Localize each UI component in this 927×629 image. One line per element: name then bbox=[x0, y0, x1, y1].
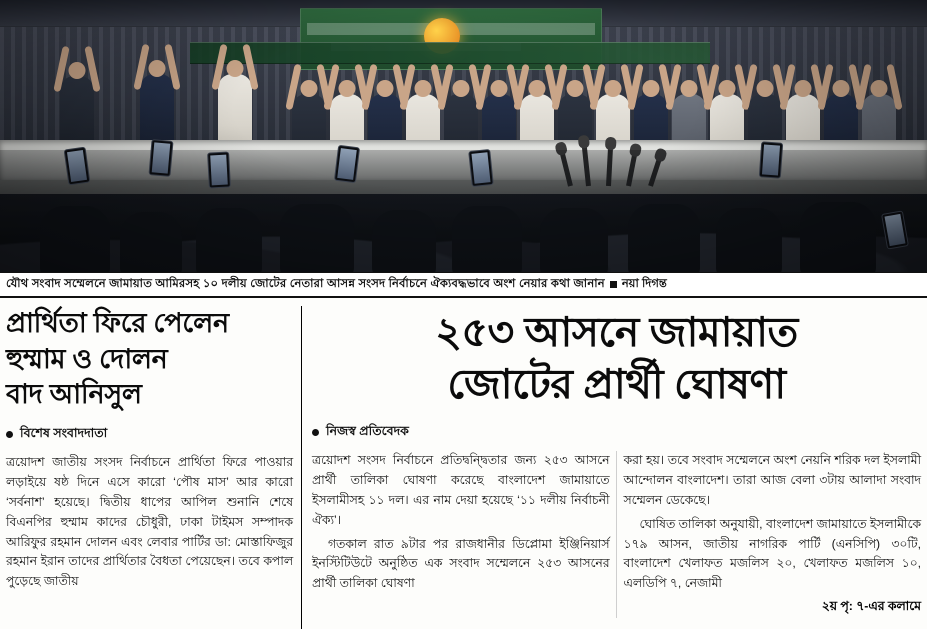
lead-photo bbox=[0, 0, 927, 272]
person-head-icon bbox=[567, 80, 584, 97]
person-head-icon bbox=[719, 80, 736, 97]
audience-head bbox=[628, 204, 700, 272]
person-head-icon bbox=[681, 80, 698, 97]
main-byline bbox=[312, 423, 921, 443]
person-head-icon bbox=[795, 80, 812, 97]
audience-head bbox=[452, 206, 522, 272]
main-headline-line-2: জোটের প্রার্থী ঘোষণা bbox=[447, 361, 786, 408]
person-head-icon bbox=[529, 80, 546, 97]
bullet-icon bbox=[6, 431, 13, 438]
secondary-byline-text: বিশেষ সংবাদদাতা bbox=[20, 425, 108, 440]
main-paragraph: করা হয়। তবে সংবাদ সম্মেলনে অংশ নেয়নি শরিক দল ইসলামী আন্দোলন বাংলাদেশ। তারা আজ বেলা ৩টায় আলাদা সংবাদ সম্মেলন ডেকেছে। bbox=[623, 452, 921, 507]
article-area bbox=[0, 298, 927, 629]
person-head-icon bbox=[69, 62, 86, 79]
audience-head bbox=[120, 212, 182, 272]
main-story-columns bbox=[312, 451, 921, 618]
person-head-icon bbox=[149, 60, 166, 77]
secondary-headline bbox=[6, 306, 293, 413]
main-paragraph: ত্রয়োদশ সংসদ নির্বাচনে প্রতিদ্বন্দ্বিতার জন্য ২৫৩ আসনে প্রার্থী তালিকা ঘোষণা করেছে বাংলাদেশ জামায়াতে ইসলামীসহ ১১ দল। এর নাম দেয়া হয়েছে ‘১১ দলীয় নির্বাচনী ঐক্য’। bbox=[312, 452, 610, 527]
main-headline-line-1: ২৫৩ আসনে জামায়াত bbox=[435, 309, 798, 355]
audience-head bbox=[540, 208, 608, 272]
bullet-icon bbox=[312, 429, 319, 436]
secondary-headline-line-2: হুম্মাম ও দোলন bbox=[6, 343, 168, 374]
audience-head bbox=[716, 208, 782, 272]
person-head-icon bbox=[833, 80, 850, 97]
person-head-icon bbox=[453, 80, 470, 97]
audience-head bbox=[280, 204, 354, 272]
main-paragraph: গতকাল রাত ৯টার পর রাজধানীর ডিপ্লোমা ইঞ্জিনিয়ার্স ইনস্টিটিউটে অনুষ্ঠিত এক সংবাদ সম্মেলনে ২৫৩ আসনের প্রার্থী তালিকা ঘোষণা bbox=[312, 536, 610, 591]
secondary-byline bbox=[6, 425, 293, 445]
person-head-icon bbox=[871, 80, 888, 97]
main-story bbox=[302, 306, 921, 629]
secondary-paragraph: ত্রয়োদশ জাতীয় সংসদ নির্বাচনে প্রার্থিতা ফিরে পাওয়ার লড়াইয়ে ষষ্ঠ দিনে এসে কারো ‘পৌষ মাস’ আর কারো ‘সর্বনাশ’ হয়েছে। দ্বিতীয় ধাপের আপিল শুনানি শেষে বিএনপির হুম্মাম কাদের চৌধুরী, ঢাকা টাইমস সম্পাদক আরিফুর রহমান দোলন এবং লেবার পার্টির ডা: মোস্তাফিজুর রহমান ইরান তাদের প্রার্থিতার বৈধতা পেয়েছেন। তবে কপাল পুড়েছে জাতীয় bbox=[6, 454, 293, 589]
person-head-icon bbox=[377, 80, 394, 97]
person-head-icon bbox=[339, 80, 356, 97]
person-head-icon bbox=[415, 80, 432, 97]
photo-caption-text: যৌথ সংবাদ সম্মেলনে জামায়াত আমিরসহ ১০ দলীয় জোটের নেতারা আসন্ন সংসদ নির্বাচনে ঐক্যবদ্ধভাবে অংশ নেয়ার কথা জানান bbox=[6, 278, 605, 290]
main-headline bbox=[312, 306, 921, 411]
person-head-icon bbox=[643, 80, 660, 97]
audience-head bbox=[372, 210, 436, 272]
person-head-icon bbox=[605, 80, 622, 97]
secondary-story bbox=[6, 306, 302, 629]
secondary-headline-line-1: প্রার্থিতা ফিরে পেলেন bbox=[6, 308, 229, 338]
main-paragraph: ঘোষিত তালিকা অনুযায়ী, বাংলাদেশ জামায়াতে ইসলামীকে ১৭৯ আসন, জাতীয় নাগরিক পার্টি (এনসিপি) ৩০টি, বাংলাদেশ খেলাফত মজলিস ২০, খেলাফত মজলিস ১০, এলডিপি ৭, নেজামী bbox=[623, 516, 921, 591]
photo-credit: নয়া দিগন্ত bbox=[621, 278, 667, 290]
stage-front-banner bbox=[190, 42, 710, 64]
smartphone-icon bbox=[468, 149, 494, 187]
person-head-icon bbox=[757, 80, 774, 97]
person-head-icon bbox=[491, 80, 508, 97]
smartphone-icon bbox=[334, 145, 360, 183]
smartphone-icon bbox=[207, 151, 231, 188]
secondary-headline-line-3: বাদ আনিসুল bbox=[6, 379, 142, 410]
smartphone-icon bbox=[148, 139, 173, 177]
audience-head bbox=[800, 202, 876, 272]
main-byline-text: নিজস্ব প্রতিবেদক bbox=[326, 423, 409, 438]
photo-caption-bar bbox=[0, 272, 927, 298]
smartphone-icon bbox=[759, 141, 783, 178]
audience-head bbox=[40, 206, 110, 272]
person-head-icon bbox=[227, 60, 244, 77]
person-head-icon bbox=[301, 80, 318, 97]
audience-head bbox=[196, 208, 262, 272]
continuation-note[interactable]: ২য় পৃ: ৭-এর কলামে bbox=[821, 599, 921, 614]
caption-separator-icon bbox=[610, 281, 617, 288]
